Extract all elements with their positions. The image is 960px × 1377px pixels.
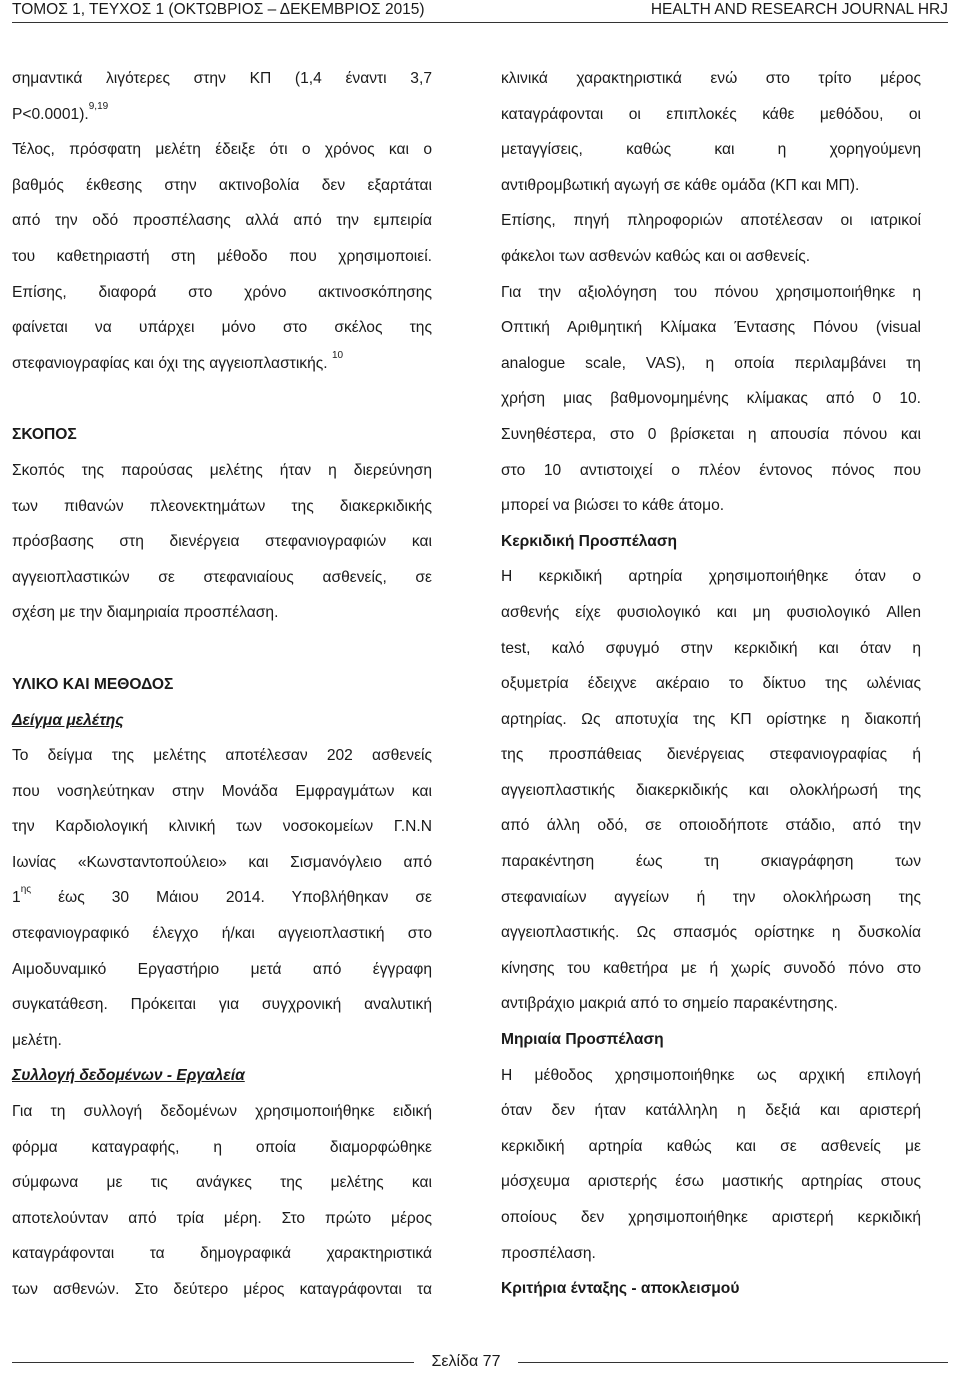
text-line: P<0.0001).$^{9,19}$ xyxy=(12,100,109,123)
subsection-heading-criteria: Κριτήρια ένταξης - αποκλεισμού xyxy=(501,1280,740,1298)
text-line: καταγράφονται οι επιπλοκές κάθε μεθόδου, οι xyxy=(501,105,921,123)
text-line: στεφανιογραφικό έλεγχο ή/και αγγειοπλαστική στο xyxy=(12,925,432,943)
text-line: αντιθρομβωτική αγωγή σε κάθε ομάδα (ΚΠ και ΜΠ). xyxy=(501,176,860,194)
header-rule xyxy=(12,22,948,23)
subsection-heading-sample: Δείγμα μελέτης xyxy=(12,711,124,729)
text-line: παρακέντηση έως τη σκιαγράφηση των xyxy=(501,853,921,871)
citation-ref: 10 xyxy=(331,349,344,361)
text-line: οποίους δεν χρησιμοποιήθηκε αριστερή κερκιδική xyxy=(501,1209,921,1226)
right-column xyxy=(501,61,921,1307)
text-line: κερκιδική αρτηρία καθώς και σε ασθενείς με xyxy=(501,1137,921,1155)
text-line: των πιθανών πλεονεκτημάτων της διακερκιδικής xyxy=(12,497,432,515)
text-line: βαθμός έκθεσης στην ακτινοβολία δεν εξαρτάται xyxy=(12,176,432,194)
text-line: Το δείγμα της μελέτης αποτέλεσαν 202 ασθενείς xyxy=(12,747,432,765)
text-line: πρόσβασης στη διενέργεια στεφανιογραφιών και xyxy=(12,533,432,551)
text-line: αγγειοπλαστικών σε στεφανιαίους ασθενείς, σε xyxy=(12,568,432,586)
text-line: συγκατάθεση. Πρόκειται για συγχρονική αναλυτική xyxy=(12,996,432,1014)
text-line: Συνηθέστερα, στο 0 βρίσκεται η απουσία πόνου και xyxy=(501,425,921,443)
text-line: χρήση μιας βαθμονομημένης κλίμακας από 0 10. xyxy=(501,390,921,408)
text-line: Σκοπός της παρούσας μελέτης ήταν η διερεύνηση xyxy=(12,461,432,479)
text-line: από άλλη οδό, σε οποιοδήποτε στάδιο, από την xyxy=(501,817,921,835)
text-line: Ιωνίας «Κωνσταντοπούλειο» και Σισμανόγλειο από xyxy=(12,853,432,871)
text-line: που νοσηλεύτηκαν στην Μονάδα Εμφραγμάτων και xyxy=(12,782,432,800)
text-line: Για τη συλλογή δεδομένων χρησιμοποιήθηκε ειδική xyxy=(12,1103,432,1121)
text-line: σύμφωνα με τις ανάγκες της μελέτης και xyxy=(12,1174,432,1192)
left-column xyxy=(12,61,432,1308)
text-line: μόσχευμα αριστερής έσω μαστικής αρτηρίας στους xyxy=(501,1173,921,1191)
text-line: καταγράφονται τα δημογραφικά χαρακτηριστικά xyxy=(12,1245,432,1263)
text-line: μπορεί να βιώσει το κάθε άτομο. xyxy=(501,497,725,515)
text-line: αρτηρίας. Ως αποτυχία της ΚΠ ορίστηκε η διακοπή xyxy=(501,710,921,728)
text-line: κίνησης του καθετήρα με ή χωρίς συνοδό πόνο στο xyxy=(501,959,921,977)
text-line: την Καρδιολογική κλινική των νοσοκομείων Γ.Ν.Ν xyxy=(12,818,432,836)
text-line: Τέλος, πρόσφατη μελέτη έδειξε ότι ο χρόνος και ο xyxy=(12,141,432,159)
citation-ref: 9,19 xyxy=(88,100,109,112)
text-line: των ασθενών. Στο δεύτερο μέρος καταγράφονται τα xyxy=(12,1281,432,1298)
page-number: Σελίδα 77 xyxy=(431,1353,501,1370)
text-line: φαίνεται να υπάρχει μόνο στο σκέλος της xyxy=(12,319,432,337)
text-line: στεφανιογραφίας και όχι της αγγειοπλαστικής. $^{10}$ xyxy=(12,349,344,372)
text-line: αποτελούνταν από τρία μέρη. Στο πρώτο μέρος xyxy=(12,1209,432,1227)
text-line: αγγειοπλαστικής διακερκιδικής και ολοκλήρωσή της xyxy=(501,781,921,799)
text-line: μελέτη. xyxy=(12,1031,62,1049)
text-line: οξυμετρία έδειχνε ακέραιο το δίκτυο της ωλένιας xyxy=(501,675,921,693)
text-line: φάκελοι των ασθενών καθώς και οι ασθενείς. xyxy=(501,247,811,265)
subsection-heading-radial: Κερκιδική Προσπέλαση xyxy=(501,532,678,550)
footer-rule xyxy=(12,1362,414,1363)
text-line: στο 10 αντιστοιχεί ο πλέον έντονος πόνος που xyxy=(501,461,921,479)
text-line: test, καλό σφυγμό στην κερκιδική και όταν η xyxy=(501,639,921,657)
text-line: από την οδό προσπέλασης αλλά από την εμπειρία xyxy=(12,212,432,230)
journal-title: HEALTH AND RESEARCH JOURNAL HRJ xyxy=(650,1,948,18)
text-line: αντιβράχιο μακριά από το σημείο παρακέντησης. xyxy=(501,995,838,1013)
text-line: Αιμοδυναμικό Εργαστήριο μετά από έγγραφη xyxy=(12,960,432,978)
text-line: Για την αξιολόγηση του πόνου χρησιμοποιήθηκε η xyxy=(501,283,921,301)
text-line: Οπτική Αριθμητική Κλίμακα Έντασης Πόνου (visual xyxy=(501,319,921,337)
text-line: όταν δεν ήταν κατάλληλη η δεξιά και αριστερή xyxy=(501,1102,921,1120)
text-line: Η κερκιδική αρτηρία χρησιμοποιήθηκε όταν ο xyxy=(501,568,921,586)
text-line: ασθενής είχε φυσιολογικό και μη φυσιολογικό Allen xyxy=(501,603,921,621)
text-line: στεφανιαίων αγγείων ή την ολοκλήρωση της xyxy=(501,888,921,906)
footer-rule xyxy=(518,1362,948,1363)
text-line: analogue scale, VAS), η οποία περιλαμβάνει τη xyxy=(501,354,921,372)
section-heading-methods: ΥΛΙΚΟ ΚΑΙ ΜΕΘΟΔΟΣ xyxy=(12,675,174,693)
section-heading-aim: ΣΚΟΠΟΣ xyxy=(12,426,77,444)
text-line: προσπέλαση. xyxy=(501,1244,596,1262)
text-line: κλινικά χαρακτηριστικά ενώ στο τρίτο μέρος xyxy=(501,70,921,87)
text-line: Επίσης, πηγή πληροφοριών αποτέλεσαν οι ιατρικοί xyxy=(501,212,921,230)
text-line: $1^{\eta\varsigma}$ έως 30 Μάιου 2014. Υποβλήθηκαν σε xyxy=(12,884,432,907)
text-line: του καθετηριαστή στη μέθοδο που χρησιμοποιεί. xyxy=(12,247,432,265)
text-line: της προσπάθειας διενέργειας στεφανιογραφίας ή xyxy=(501,746,921,764)
page-header xyxy=(0,0,960,24)
subsection-heading-femoral: Μηριαία Προσπέλαση xyxy=(501,1031,664,1049)
text-line: Επίσης, διαφορά στο χρόνο ακτινοσκόπησης xyxy=(12,283,432,301)
text-line: φόρμα καταγραφής, η οποία διαμορφώθηκε xyxy=(12,1138,432,1156)
subsection-heading-data-collection: Συλλογή δεδομένων - Εργαλεία xyxy=(12,1067,245,1085)
text-line: μεταγγίσεις, καθώς και η χορηγούμενη xyxy=(501,141,921,159)
page-footer xyxy=(0,1350,960,1377)
text-line: σχέση με την διαμηριαία προσπέλαση. xyxy=(12,604,279,622)
text-line: αγγειοπλαστικής. Ως σπασμός ορίστηκε η δυσκολία xyxy=(501,924,921,942)
journal-issue: ΤΟΜΟΣ 1, ΤΕΥΧΟΣ 1 (ΟΚΤΩΒΡΙΟΣ – ΔΕΚΕΜΒΡΙΟΣ 2015) xyxy=(12,1,425,18)
text-line: σημαντικά λιγότερες στην ΚΠ (1,4 έναντι 3,7 xyxy=(12,70,432,87)
text-line: Η μέθοδος χρησιμοποιήθηκε ως αρχική επιλογή xyxy=(501,1066,921,1084)
